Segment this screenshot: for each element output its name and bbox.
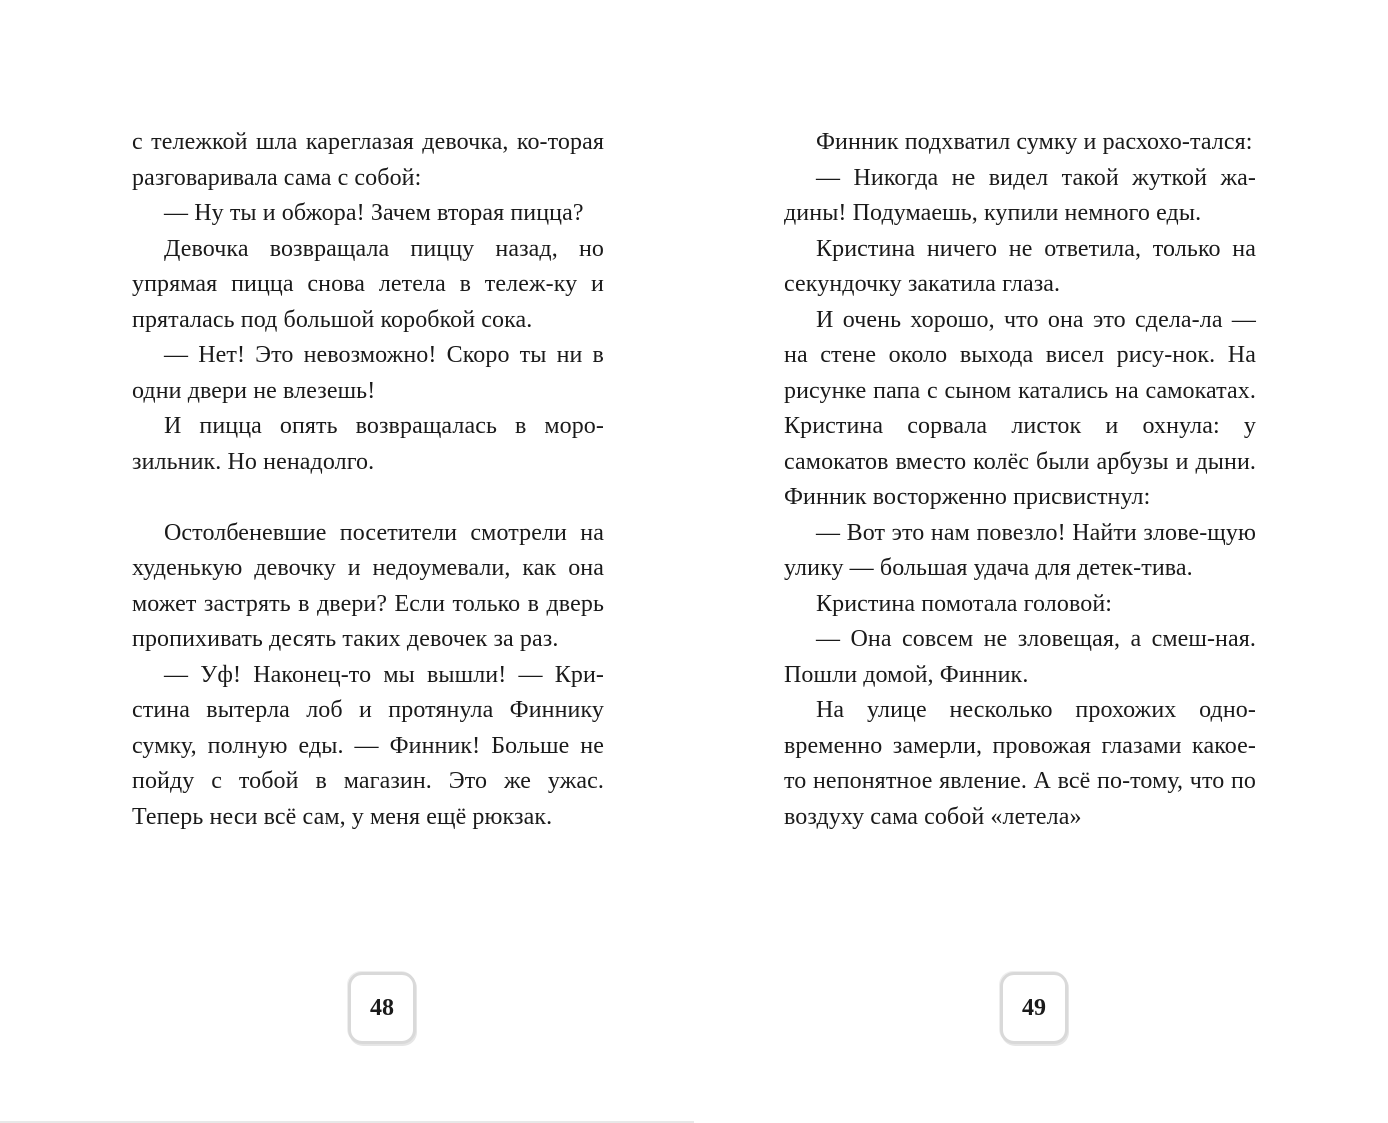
paragraph: На улице несколько прохожих одно-временно замерли, провожая глазами какое-то непонятное явление. А всё по-тому, что по воздуху сама собой «летела» <box>784 697 1256 830</box>
right-page-text <box>784 125 1256 835</box>
paragraph: — Никогда не видел такой жуткой жа-дины! Подумаешь, купили немного еды. <box>784 164 1256 226</box>
left-page-text <box>132 125 604 835</box>
paragraph: — Она совсем не зловещая, а смеш-ная. Пошли домой, Финник. <box>784 626 1256 688</box>
page-number: 48 <box>348 972 416 1044</box>
right-page <box>694 0 1388 1123</box>
paragraph: — Вот это нам повезло! Найти злове-щую улику — большая удача для детек-тива. <box>784 519 1256 581</box>
page-number: 49 <box>1000 972 1068 1044</box>
paragraph: с тележкой шла кареглазая девочка, ко-торая разговаривала сама с собой: <box>132 129 604 191</box>
paragraph: Девочка возвращала пиццу назад, но упрямая пицца снова летела в тележ-ку и пряталась под большой коробкой сока. <box>132 235 604 333</box>
paragraph: Кристина ничего не ответила, только на секундочку закатила глаза. <box>784 235 1256 297</box>
paragraph: И пицца опять возвращалась в моро-зильник. Но ненадолго. <box>132 413 604 475</box>
paragraph: Кристина помотала головой: <box>816 590 1113 617</box>
paragraph: — Нет! Это невозможно! Скоро ты ни в одни двери не влезешь! <box>132 342 604 404</box>
paragraph: — Уф! Наконец-то мы вышли! — Кри-стина вытерла лоб и протянула Финнику сумку, полную еды. — Финник! Больше не пойду с тобой в магазин. Это же ужас. Теперь неси всё сам, у меня ещё рюкзак. <box>132 661 604 830</box>
paragraph: Финник подхватил сумку и расхохо-тался: <box>816 129 1253 155</box>
paragraph: И очень хорошо, что она это сдела-ла — на стене около выхода висел рису-нок. На рисунке папа с сыном катались на самокатах. Кристина сорвала листок и охнула: у самокатов вместо колёс были арбузы и дыни. Финник восторженно присвистнул: <box>784 306 1256 510</box>
paragraph: Остолбеневшие посетители смотрели на худенькую девочку и недоумевали, как она может застрять в двери? Если только в дверь пропихивать десять таких девочек за раз. <box>132 519 604 652</box>
paragraph: — Ну ты и обжора! Зачем вторая пицца? <box>164 200 584 226</box>
